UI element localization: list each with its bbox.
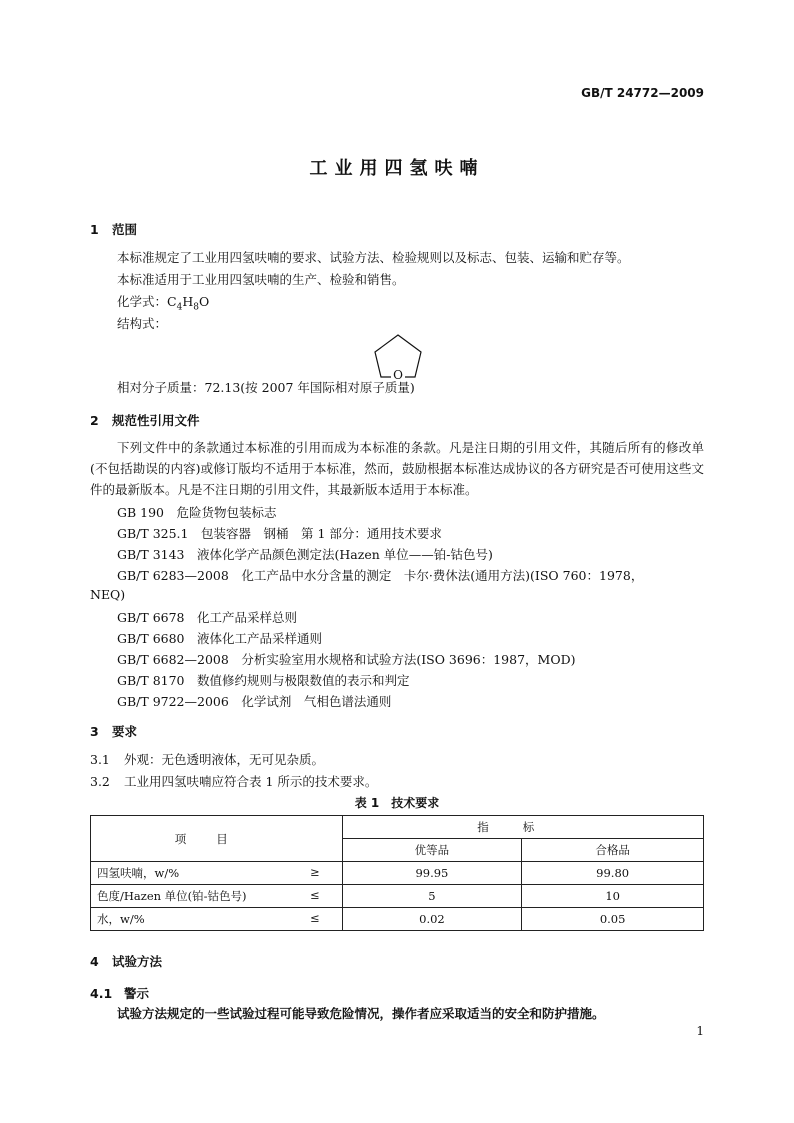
thf-structure-diagram bbox=[370, 332, 426, 384]
header-item: 项目 bbox=[91, 816, 343, 862]
reference-item: GB/T 6680 液体化工产品采样通则 bbox=[117, 631, 323, 646]
section-3-title: 要求 bbox=[112, 724, 138, 739]
reference-item: GB/T 6678 化工产品采样总则 bbox=[117, 610, 298, 625]
clause-number: 3.2 bbox=[90, 774, 110, 789]
section-1-heading bbox=[90, 220, 137, 238]
value-premium: 99.95 bbox=[342, 862, 522, 885]
document-title: 工业用四氢呋喃 bbox=[309, 158, 485, 179]
section-2-number: 2 bbox=[90, 413, 99, 428]
header-grade-qualified: 合格品 bbox=[522, 839, 704, 862]
value-qualified: 99.80 bbox=[522, 862, 704, 885]
scope-line-1: 本标准规定了工业用四氢呋喃的要求、试验方法、检验规则以及标志、包装、运输和贮存等。 bbox=[117, 250, 630, 265]
comparison-symbol: ≤ bbox=[309, 911, 320, 925]
reference-item: GB/T 8170 数值修约规则与极限数值的表示和判定 bbox=[117, 673, 410, 688]
formula-o: O bbox=[198, 294, 210, 309]
section-3-heading bbox=[90, 722, 137, 740]
reference-item: GB/T 9722—2006 化学试剂 气相色谱法通则 bbox=[117, 694, 392, 709]
section-2-title: 规范性引用文件 bbox=[112, 413, 200, 428]
header-grade-premium: 优等品 bbox=[342, 839, 522, 862]
formula-c-sub: 4 bbox=[176, 302, 183, 313]
page-number: 1 bbox=[696, 1024, 704, 1038]
clause-number: 3.1 bbox=[90, 752, 110, 767]
comparison-symbol: ≥ bbox=[309, 865, 320, 879]
requirement-3-2 bbox=[90, 772, 377, 790]
reference-item: GB 190 危险货物包装标志 bbox=[117, 505, 277, 520]
value-qualified: 10 bbox=[522, 885, 704, 908]
table-row bbox=[91, 885, 704, 908]
row-name: 四氢呋喃，w/% ≥ bbox=[91, 862, 343, 885]
section-4-heading bbox=[90, 952, 162, 970]
subsection-title: 警示 bbox=[124, 986, 150, 1001]
standard-code: GB/T 24772—2009 bbox=[581, 86, 704, 100]
structure-label: 结构式： bbox=[117, 316, 168, 331]
comparison-symbol: ≤ bbox=[309, 888, 320, 902]
row-name: 水，w/% ≤ bbox=[91, 908, 343, 931]
subsection-number: 4.1 bbox=[90, 986, 113, 1001]
formula-h-sub: 8 bbox=[193, 302, 199, 313]
header-indicator: 指标 bbox=[342, 816, 703, 839]
clause-text: 工业用四氢呋喃应符合表 1 所示的技术要求。 bbox=[124, 774, 378, 789]
table-caption: 表 1 技术要求 bbox=[354, 796, 440, 810]
table-row bbox=[91, 908, 704, 931]
section-4-number: 4 bbox=[90, 954, 99, 969]
table-row bbox=[91, 862, 704, 885]
section-2-heading bbox=[90, 411, 200, 429]
value-qualified: 0.05 bbox=[522, 908, 704, 931]
section-1-title: 范围 bbox=[112, 222, 138, 237]
scope-line-2: 本标准适用于工业用四氢呋喃的生产、检验和销售。 bbox=[117, 272, 405, 287]
section-4-title: 试验方法 bbox=[112, 954, 163, 969]
table-header-row bbox=[91, 816, 704, 839]
molecular-weight: 相对分子质量：72.13(按 2007 年国际相对原子质量) bbox=[117, 380, 415, 395]
chemical-formula bbox=[117, 292, 209, 313]
reference-item: GB/T 6283—2008 化工产品中水分含量的测定 卡尔·费休法(通用方法)(ISO 760：1978， bbox=[117, 568, 644, 583]
requirement-3-1 bbox=[90, 750, 324, 768]
subsection-4-1-heading bbox=[90, 984, 149, 1002]
section-3-number: 3 bbox=[90, 724, 99, 739]
reference-item: GB/T 325.1 包装容器 钢桶 第 1 部分：通用技术要求 bbox=[117, 526, 442, 541]
formula-c: C bbox=[167, 294, 177, 309]
references-intro: 下列文件中的条款通过本标准的引用而成为本标准的条款。凡是注日期的引用文件，其随后所有的修改单(不包括勘误的内容)或修订版均不适用于本标准，然而，鼓励根据本标准达成协议的各方研究是否可使用这些文件的最新版本。凡是不注日期的引用文件，其最新版本适用于本标准。 bbox=[90, 440, 704, 497]
formula-h: H bbox=[182, 294, 194, 309]
section-1-number: 1 bbox=[90, 222, 99, 237]
row-name: 色度/Hazen 单位(铂-钴色号) ≤ bbox=[91, 885, 343, 908]
reference-item: GB/T 3143 液体化学产品颜色测定法(Hazen 单位——铂-钴色号) bbox=[117, 547, 493, 562]
safety-warning: 试验方法规定的一些试验过程可能导致危险情况，操作者应采取适当的安全和防护措施。 bbox=[117, 1006, 605, 1021]
value-premium: 0.02 bbox=[342, 908, 522, 931]
formula-label: 化学式： bbox=[117, 294, 168, 309]
ring-oxygen-label: O bbox=[393, 368, 403, 382]
clause-text: 外观：无色透明液体，无可见杂质。 bbox=[124, 752, 325, 767]
reference-item-continuation: NEQ) bbox=[90, 587, 126, 602]
value-premium: 5 bbox=[342, 885, 522, 908]
reference-item: GB/T 6682—2008 分析实验室用水规格和试验方法(ISO 3696：1987，MOD) bbox=[117, 652, 576, 667]
technical-requirements-table bbox=[90, 815, 704, 931]
